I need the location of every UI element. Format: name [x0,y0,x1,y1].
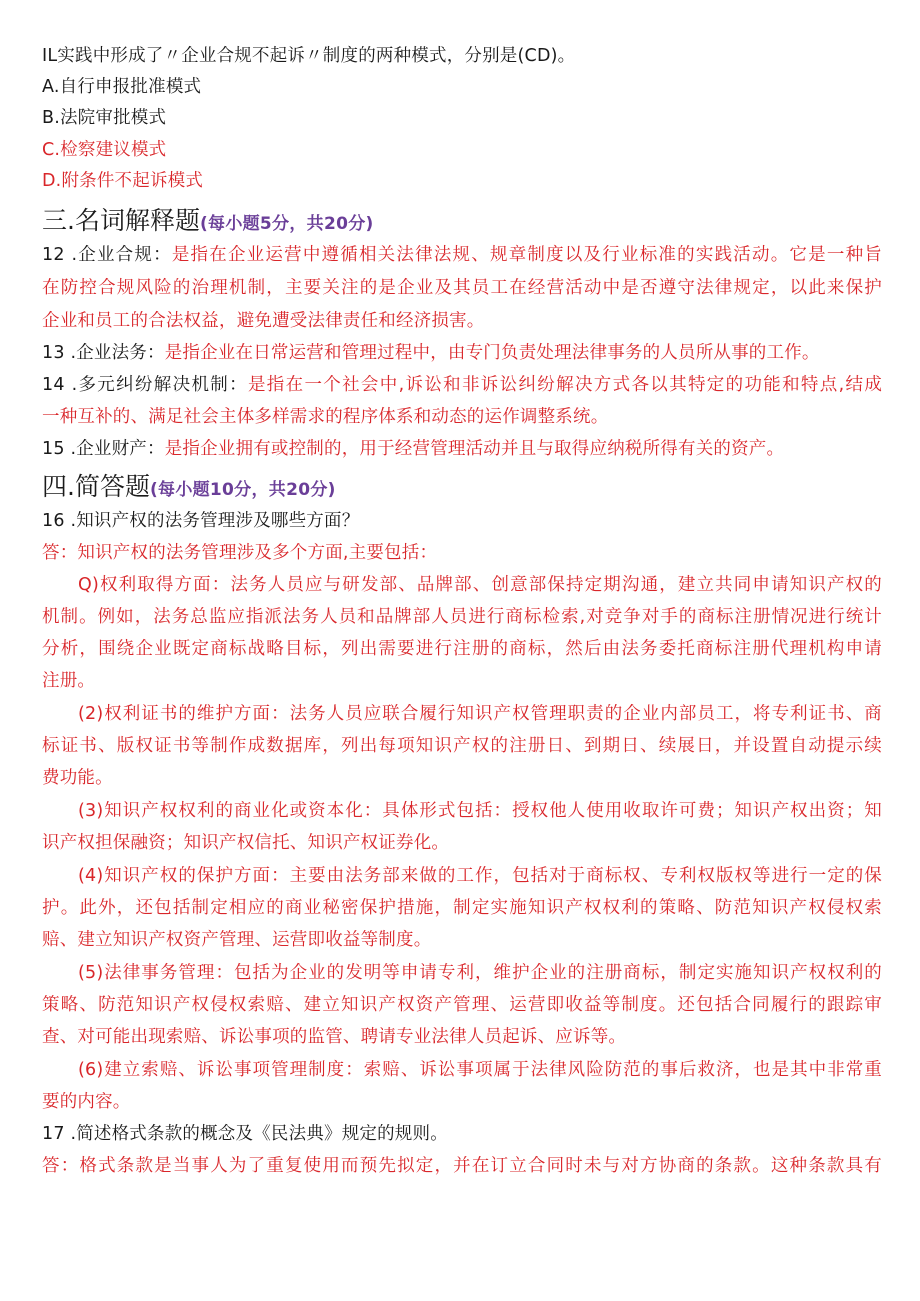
term-15-line-1 [42,437,882,461]
answer-16-point-1-line-4: 注册。 [42,671,96,691]
answer-16-point-5-line-1: (5)法律事务管理：包括为企业的发明等申请专利，维护企业的注册商标，制定实施知识产权权利的 [78,963,882,983]
answer-16-point-6-line-1: (6)建立索赔、诉讼事项管理制度：索赔、诉讼事项属于法律风险防范的事后救济，也是其中非常重 [78,1060,882,1080]
question-17-text: .简述格式条款的概念及《民法典》规定的规则。 [70,1124,448,1144]
term-14-definition-2: 一种互补的、满足社会主体多样需求的程序体系和动态的运作调整系统。 [42,407,609,427]
term-12-definition-2: 在防控合规风险的治理机制，主要关注的是企业及其员工在经营活动中是否遵守法律规定，以此来保护 [42,278,882,298]
term-12-line-1 [42,243,882,267]
answer-16-point-5-line-3: 查、对可能出现索赔、诉讼事项的监管、聘请专业法律人员起诉、应诉等。 [42,1027,627,1047]
term-13-line-1 [42,341,882,365]
term-13-definition-1: 是指企业在日常运营和管理过程中，由专门负责处理法律事务的人员所从事的工作。 [164,343,820,363]
question-17-number: 17 [42,1124,65,1144]
mc-question-stem: IL实践中形成了〃企业合规不起诉〃制度的两种模式，分别是(CD)。 [42,46,576,66]
answer-16-point-2-line-2: 标证书、版权证书等制作成数据库，列出每项知识产权的注册日、到期日、续展日，并设置自动提示续 [42,736,882,756]
answer-16-point-2-line-3: 费功能。 [42,768,113,788]
term-13-label: .企业法务： [70,343,165,363]
answer-16-point-2-line-1: (2)权利证书的维护方面：法务人员应联合履行知识产权管理职责的企业内部员工，将专利证书、商 [78,704,882,724]
section4-title: 四.简答题 [42,472,150,501]
term-15-label: .企业财产： [70,439,165,459]
term-15-number: 15 [42,439,65,459]
term-14-line-1 [42,373,882,397]
answer-16-point-1-line-2: 机制。例如，法务总监应指派法务人员和品牌部人员进行商标检索,对竞争对手的商标注册情况进行统计 [42,607,882,627]
answer-16-point-4-line-1: (4)知识产权的保护方面：主要由法务部来做的工作，包括对于商标权、专利权版权等进行一定的保 [78,866,882,886]
question-17 [42,1122,882,1146]
question-16 [42,509,882,533]
term-15-definition-1: 是指企业拥有或控制的，用于经营管理活动并且与取得应纳税所得有关的资产。 [164,439,785,459]
mc-option-b: B.法院审批模式 [42,108,167,128]
section4-heading [42,472,336,505]
term-12-label: .企业合规： [71,245,172,265]
answer-16-point-3-line-1: (3)知识产权权利的商业化或资本化：具体形式包括：授权他人使用收取许可费；知识产权出资；知 [78,801,882,821]
answer-16-point-3-line-2: 识产权担保融资；知识产权信托、知识产权证券化。 [42,833,450,853]
term-14-label: .多元纠纷解决机制： [71,375,248,395]
question-16-number: 16 [42,511,65,531]
answer-16-intro: 答：知识产权的法务管理涉及多个方面,主要包括： [42,543,438,563]
term-14-number: 14 [42,375,65,395]
answer-16-point-4-line-3: 赔、建立知识产权资产管理、运营即收益等制度。 [42,930,432,950]
answer-16-point-6-line-2: 要的内容。 [42,1092,131,1112]
section3-heading [42,206,374,239]
answer-16-point-5-line-2: 策略、防范知识产权侵权索赔、建立知识产权资产管理、运营即收益等制度。还包括合同履行的跟踪审 [42,995,882,1015]
answer-16-point-1-line-1: Q)权利取得方面：法务人员应与研发部、品牌部、创意部保持定期沟通，建立共同申请知识产权的 [78,575,882,595]
term-14-definition-1: 是指在一个社会中,诉讼和非诉讼纠纷解决方式各以其特定的功能和特点,结成 [247,375,883,395]
question-16-text: .知识产权的法务管理涉及哪些方面？ [70,511,360,531]
mc-option-a: A.自行申报批准模式 [42,77,202,97]
section4-note: (每小题10分，共20分) [149,480,336,500]
term-13-number: 13 [42,343,65,363]
answer-16-point-1-line-3: 分析，围绕企业既定商标战略目标，列出需要进行注册的商标，然后由法务委托商标注册代理机构申请 [42,639,882,659]
answer-16-point-4-line-2: 护。此外，还包括制定相应的商业秘密保护措施，制定实施知识产权权利的策略、防范知识产权侵权索 [42,898,882,918]
answer-17-line-1: 答：格式条款是当事人为了重复使用而预先拟定，并在订立合同时未与对方协商的条款。这种条款具有 [42,1156,882,1176]
section3-note: (每小题5分，共20分) [199,214,374,234]
section3-title: 三.名词解释题 [42,206,200,235]
mc-option-d: D.附条件不起诉模式 [42,171,204,191]
mc-option-c: C.检察建议模式 [42,140,167,160]
term-12-definition-3: 企业和员工的合法权益，避免遭受法律责任和经济损害。 [42,311,485,331]
term-12-number: 12 [42,245,65,265]
term-12-definition-1: 是指在企业运营中遵循相关法律法规、规章制度以及行业标准的实践活动。它是一种旨 [171,245,882,265]
